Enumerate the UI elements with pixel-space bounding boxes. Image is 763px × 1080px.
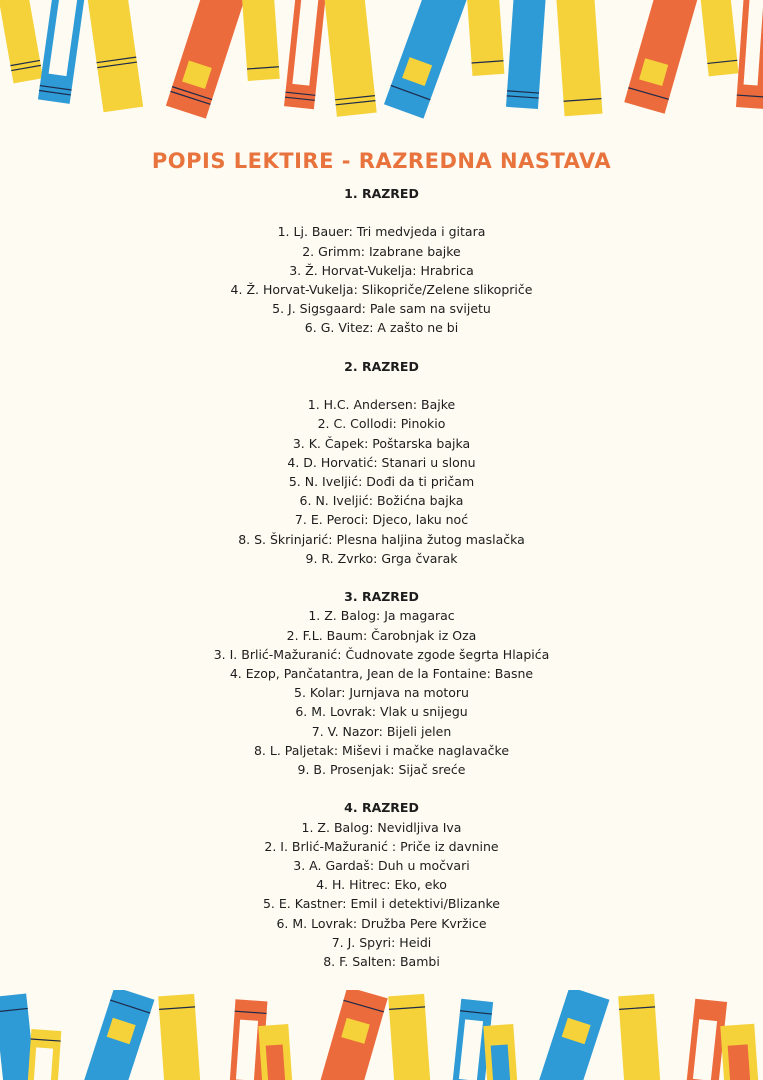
book-item: 2. F.L. Baum: Čarobnjak iz Oza	[286, 627, 477, 643]
book-item: 7. J. Spyri: Heidi	[331, 934, 432, 950]
books-illustration-bottom	[0, 990, 763, 1080]
book-item: 9. B. Prosenjak: Sijač sreće	[297, 762, 466, 778]
page-title: POPIS LEKTIRE - RAZREDNA NASTAVA	[151, 149, 612, 173]
book-item: 2. Grimm: Izabrane bajke	[302, 243, 461, 259]
book-item: 2. I. Brlić-Mažuranić : Priče iz davnine	[264, 838, 499, 854]
book-item: 3. Ž. Horvat-Vukelja: Hrabrica	[289, 262, 474, 278]
grade-section-3	[0, 587, 763, 779]
book-item: 6. G. Vitez: A zašto ne bi	[304, 320, 459, 336]
book-item: 4. Ezop, Pančatantra, Jean de la Fontaine: Basne	[229, 666, 534, 682]
grade-heading: 2. RAZRED	[344, 358, 419, 374]
book-item: 4. Ž. Horvat-Vukelja: Slikopriče/Zelene slikopriče	[230, 282, 533, 297]
book-item: 5. Kolar: Jurnjava na motoru	[294, 685, 469, 701]
book-item: 3. A. Gardaš: Duh u močvari	[293, 858, 470, 874]
book-item: 1. Z. Balog: Nevidljiva Iva	[301, 819, 462, 835]
book-item: 9. R. Zvrko: Grga čvarak	[305, 550, 458, 566]
book-item: 7. E. Peroci: Djeco, laku noć	[294, 512, 469, 528]
grade-heading: 3. RAZRED	[344, 589, 419, 605]
book-list	[0, 222, 763, 337]
book-item: 8. F. Salten: Bambi	[323, 954, 440, 970]
book-item: 5. J. Sigsgaard: Pale sam na svijetu	[272, 301, 491, 317]
book-item: 5. N. Iveljić: Dođi da ti pričam	[288, 474, 475, 489]
book-list	[0, 818, 763, 972]
book-item: 6. M. Lovrak: Družba Pere Kvržice	[276, 915, 487, 931]
book-item: 5. E. Kastner: Emil i detektivi/Blizanke	[262, 896, 500, 912]
books-illustration-top	[0, 0, 763, 120]
book-item: 6. M. Lovrak: Vlak u snijegu	[295, 704, 468, 720]
book-item: 3. K. Čapek: Poštarska bajka	[292, 435, 471, 451]
book-item: 4. H. Hitrec: Eko, eko	[316, 877, 447, 893]
grade-section-2	[0, 357, 763, 568]
book-item: 7. V. Nazor: Bijeli jelen	[311, 723, 452, 739]
book-item: 4. D. Horvatić: Stanari u slonu	[287, 454, 476, 470]
book-item: 8. L. Paljetak: Miševi i mačke naglavačke	[253, 742, 510, 758]
book-item: 6. N. Iveljić: Božićna bajka	[299, 493, 464, 509]
book-item: 8. S. Škrinjarić: Plesna haljina žutog maslačka	[238, 531, 525, 547]
grade-section-4	[0, 798, 763, 971]
top-books-decoration	[0, 0, 763, 120]
book-item: 1. Z. Balog: Ja magarac	[308, 608, 455, 624]
main-content	[0, 148, 763, 971]
book-item: 3. I. Brlić-Mažuranić: Čudnovate zgode šegrta Hlapića	[213, 646, 550, 662]
book-item: 2. C. Collodi: Pinokio	[317, 416, 446, 432]
book-item: 1. H.C. Andersen: Bajke	[307, 397, 456, 413]
book-list	[0, 395, 763, 568]
grade-heading: 1. RAZRED	[344, 186, 419, 201]
book-list	[0, 606, 763, 779]
grade-heading: 4. RAZRED	[344, 800, 419, 816]
bottom-books-decoration	[0, 990, 763, 1080]
book-item: 1. Lj. Bauer: Tri medvjeda i gitara	[277, 224, 486, 240]
grade-section-1	[0, 184, 763, 338]
